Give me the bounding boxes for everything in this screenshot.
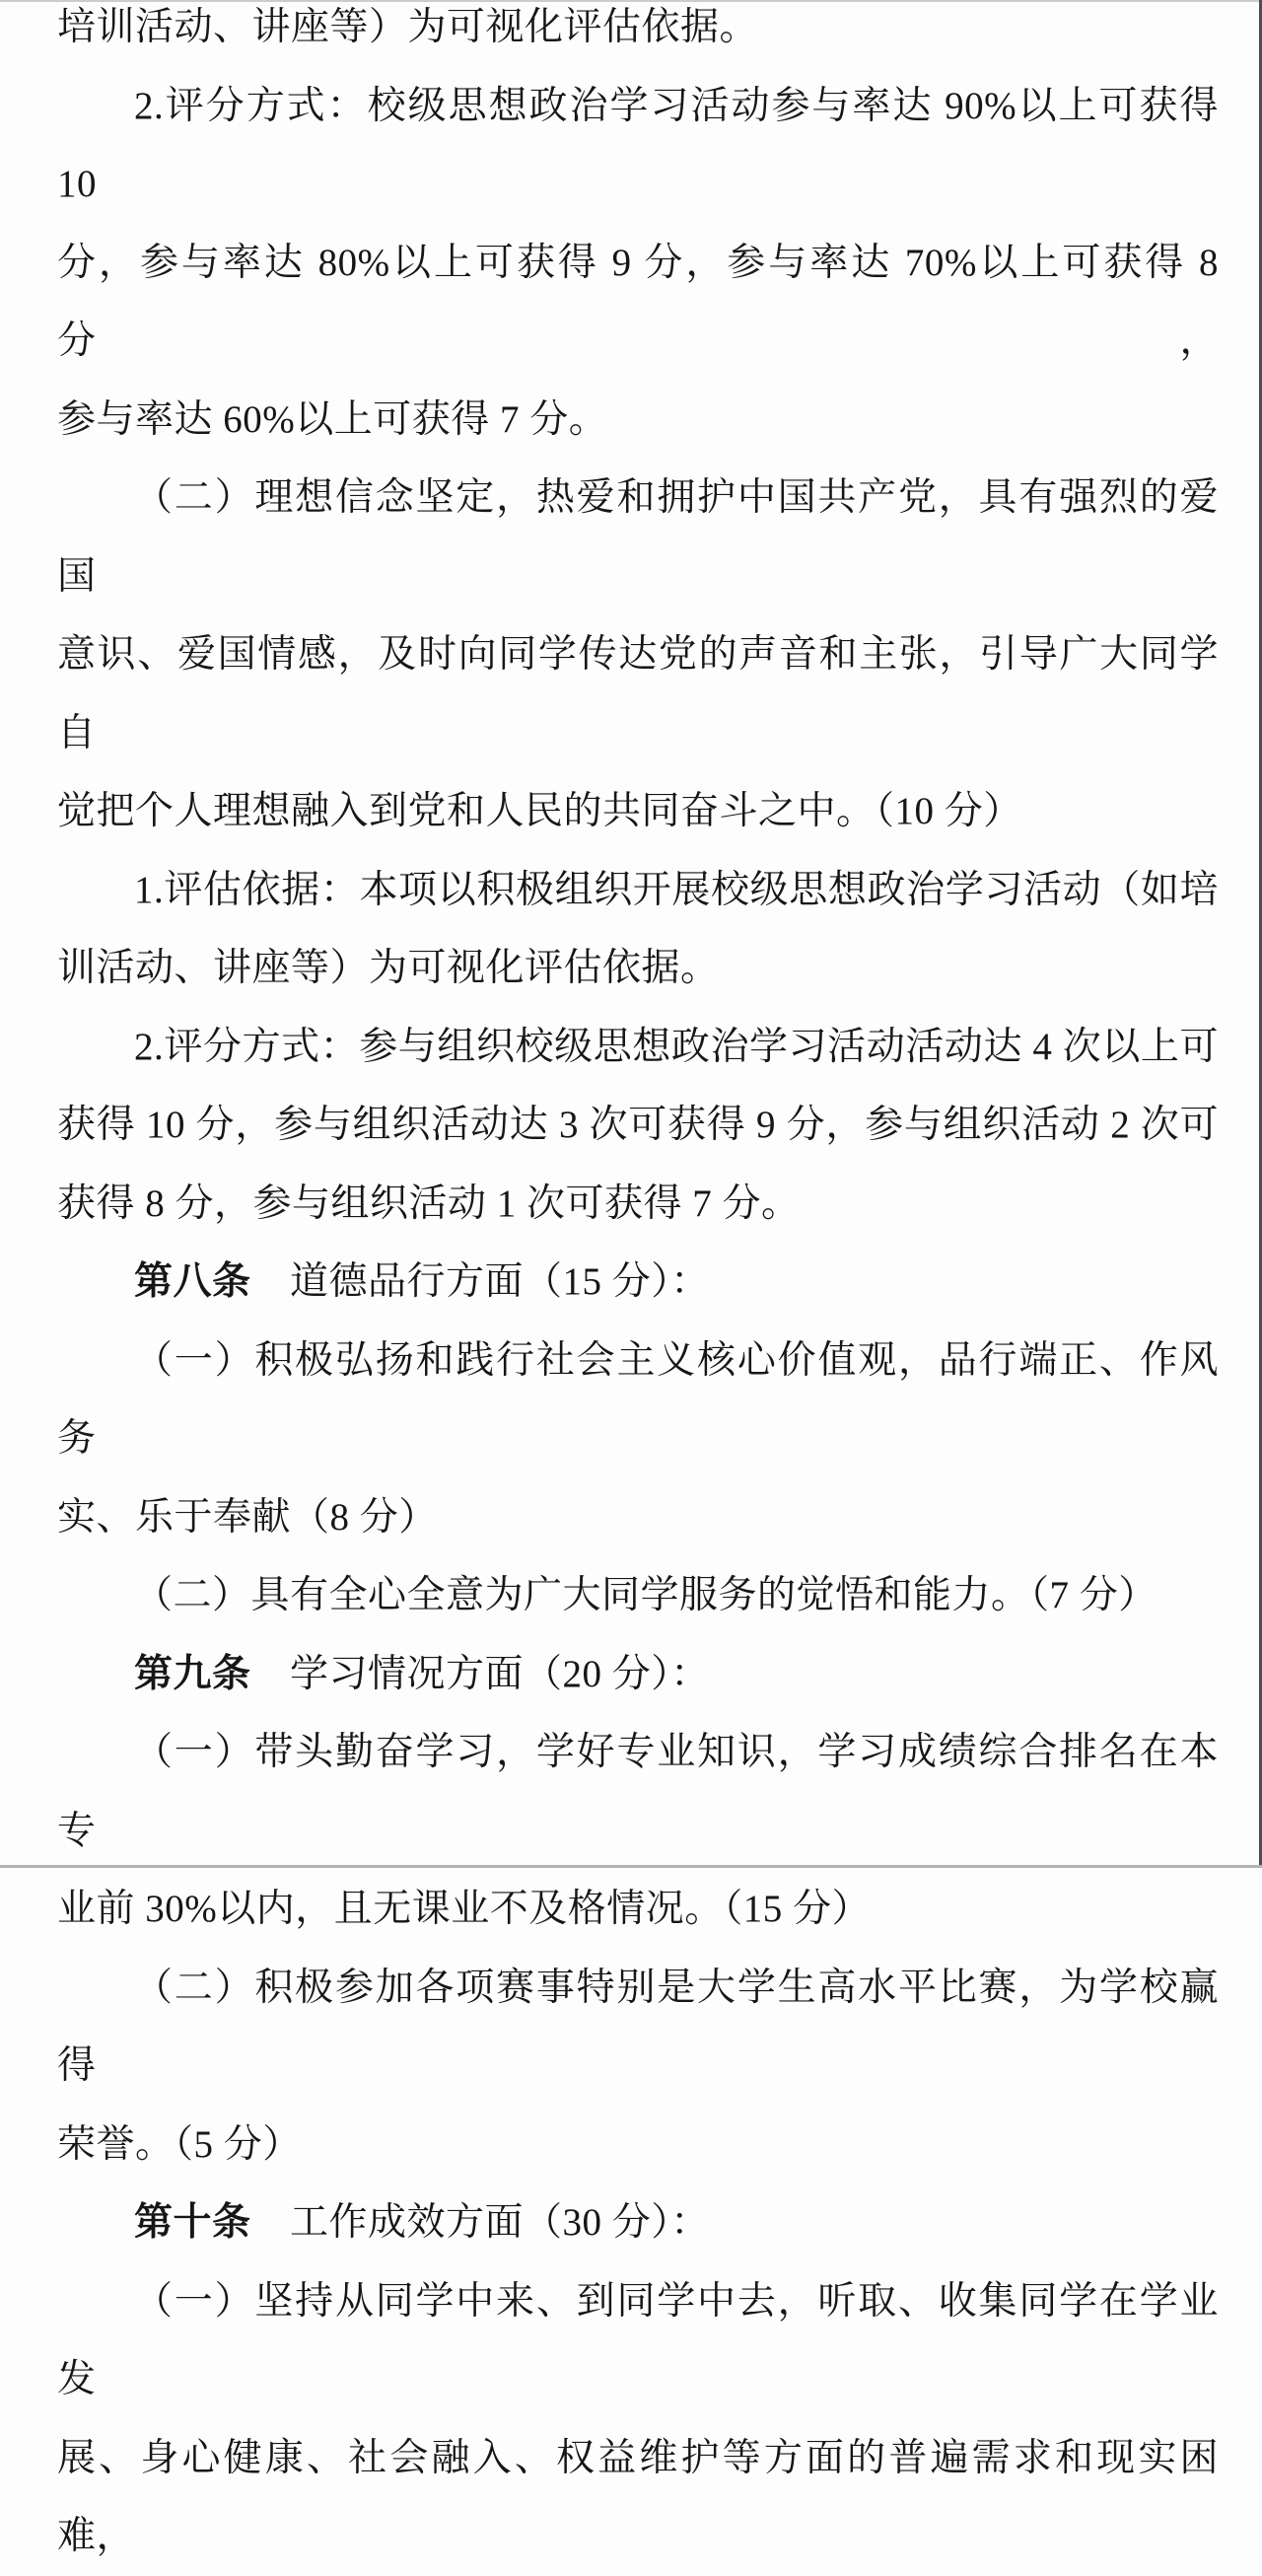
article-number: 第十条 bbox=[134, 2201, 251, 2244]
text-line: （一）积极弘扬和践行社会主义核心价值观，品行端正、作风务 bbox=[57, 1338, 1219, 1460]
paragraph-12 bbox=[57, 2183, 1219, 2262]
text-line: 1.评估依据：本项以积极组织开展校级思想政治学习活动（如培 bbox=[134, 868, 1219, 911]
text-line: （二）具有全心全意为广大同学服务的觉悟和能力。（7 分） bbox=[134, 1574, 1157, 1616]
paragraph-6 bbox=[57, 1243, 1219, 1322]
article-heading-text: 道德品行方面（15 分）： bbox=[250, 1260, 710, 1303]
paragraph-13 bbox=[57, 2262, 1219, 2576]
text-line: 获得 10 分，参与组织活动达 3 次可获得 9 分，参与组织活动 2 次可 bbox=[57, 1104, 1219, 1146]
text-line: 实、乐于奉献（8 分） bbox=[57, 1495, 438, 1538]
paragraph-7 bbox=[57, 1322, 1219, 1557]
text-line: 展、身心健康、社会融入、权益维护等方面的普遍需求和现实困难， bbox=[57, 2436, 1219, 2557]
text-line: 培训活动、讲座等）为可视化评估依据。 bbox=[57, 6, 759, 48]
paragraph-4 bbox=[57, 851, 1219, 1008]
article-heading bbox=[57, 1635, 1219, 1714]
text-line: 分，参与率达 80%以上可获得 9 分，参与率达 70%以上可获得 8 分， bbox=[57, 241, 1219, 362]
page-top-edge bbox=[0, 0, 1262, 2]
paragraph-9 bbox=[57, 1635, 1219, 1714]
paragraph-8 bbox=[57, 1556, 1219, 1635]
paragraph-10 bbox=[57, 1713, 1219, 1949]
text-line: 2.评分方式：校级思想政治学习活动参与率达 90%以上可获得 10 bbox=[57, 84, 1219, 205]
text-line: 意识、爱国情感，及时向同学传达党的声音和主张，引导广大同学自 bbox=[57, 633, 1219, 754]
text-line: 荣誉。（5 分） bbox=[57, 2122, 302, 2166]
paragraph-5 bbox=[57, 1008, 1219, 1244]
text-line: 业前 30%以内，且无课业不及格情况。（15 分） bbox=[57, 1888, 871, 1930]
text-line: 获得 8 分，参与组织活动 1 次可获得 7 分。 bbox=[57, 1181, 801, 1225]
article-heading-text: 工作成效方面（30 分）： bbox=[250, 2201, 710, 2244]
text-line: （一）带头勤奋学习，学好专业知识，学习成绩综合排名在本专 bbox=[57, 1731, 1219, 1852]
text-line: （二）理想信念坚定，热爱和拥护中国共产党，具有强烈的爱国 bbox=[57, 476, 1219, 598]
document-content bbox=[57, 0, 1219, 2576]
text-line: （二）积极参加各项赛事特别是大学生高水平比赛，为学校赢得 bbox=[57, 1966, 1219, 2087]
text-line: 训活动、讲座等）为可视化评估依据。 bbox=[57, 947, 720, 989]
text-line: 参与率达 60%以上可获得 7 分。 bbox=[57, 397, 608, 441]
article-number: 第九条 bbox=[134, 1652, 251, 1695]
article-number: 第八条 bbox=[134, 1260, 251, 1303]
text-line: 觉把个人理想融入到党和人民的共同奋斗之中。（10 分） bbox=[57, 790, 1022, 832]
article-heading bbox=[57, 2183, 1219, 2262]
article-heading bbox=[57, 1243, 1219, 1322]
text-line: （一）坚持从同学中来、到同学中去，听取、收集同学在学业发 bbox=[57, 2279, 1219, 2400]
paragraph-1 bbox=[57, 0, 1219, 67]
article-heading-text: 学习情况方面（20 分）： bbox=[250, 1652, 710, 1695]
text-line: 2.评分方式：参与组织校级思想政治学习活动活动达 4 次以上可 bbox=[134, 1025, 1219, 1068]
paragraph-3 bbox=[57, 459, 1219, 851]
paragraph-2 bbox=[57, 67, 1219, 460]
paragraph-11 bbox=[57, 1949, 1219, 2184]
